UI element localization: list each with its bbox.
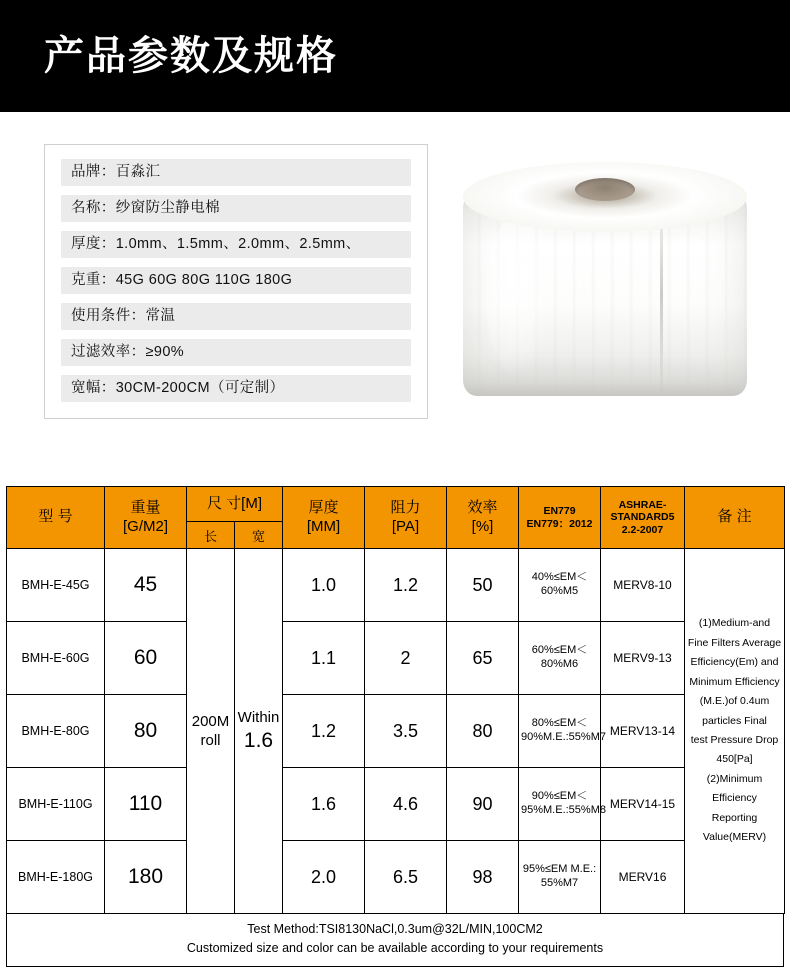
cell-thickness-110g: 1.6 [283,768,365,841]
remark-line-7: test Pressure Drop [690,734,779,746]
table-row [7,768,785,841]
remark-line-9: (2)Minimum [706,772,763,785]
table-header-row-1 [7,487,785,522]
spec-table-block [0,486,790,967]
cell-weight-45g: 45 [105,549,187,622]
spec-row-width [61,375,411,402]
page-header-banner [0,0,790,112]
header-size-width: 宽 [235,522,283,549]
remark-line-11: Reporting [711,811,758,824]
spec-summary-section [0,112,790,482]
header-resistance-line1: 阻力 [390,498,421,516]
cell-ashrae-80g: MERV13-14 [601,695,685,768]
header-en779 [519,487,601,549]
spec-label-weight: 克重： [71,272,116,288]
header-ashrae-line2: STANDARD5 [610,511,675,524]
remark-line-5: (M.E.)of 0.4um [699,695,770,708]
cell-en779-80g: 80%≤EM＜90%M.E.:55%M7 [519,695,601,768]
table-row [7,549,785,622]
spec-value-efficiency: ≥90% [145,344,185,360]
cell-thickness-80g: 1.2 [283,695,365,768]
cell-ashrae-60g: MERV9-13 [601,622,685,695]
header-efficiency-line2: [%] [471,517,494,535]
cell-thickness-60g: 1.1 [283,622,365,695]
header-thickness [283,487,365,549]
spec-row-weight [61,267,411,294]
page-title: 产品参数及规格 [44,34,338,78]
cell-size-length [187,549,235,914]
header-efficiency-line1: 效率 [467,498,498,516]
remark-line-8: 450[Pa] [716,753,753,766]
cell-model-45g: BMH-E-45G [7,549,105,622]
remark-line-1: (1)Medium-and [698,617,771,630]
header-weight-line2: [G/M2] [122,517,168,535]
cell-efficiency-45g: 50 [447,549,519,622]
cell-en779-45g: 40%≤EM＜60%M5 [519,549,601,622]
product-photo [455,154,755,434]
header-weight-line1: 重量 [130,498,161,516]
spec-row-condition [61,303,411,330]
remark-line-3: Efficiency(Em) and [690,656,779,669]
cell-ashrae-110g: MERV14-15 [601,768,685,841]
spec-label-brand: 品牌： [71,164,116,180]
header-thickness-line2: [MM] [306,517,341,535]
spec-row-thickness [61,231,411,258]
cell-weight-80g: 80 [105,695,187,768]
cell-resistance-180g: 6.5 [365,841,447,914]
cell-efficiency-80g: 80 [447,695,519,768]
table-row [7,622,785,695]
header-model: 型 号 [7,487,105,549]
spec-label-efficiency: 过滤效率： [71,344,146,360]
header-remark: 备 注 [685,487,785,549]
remark-line-4: Minimum Efficiency [689,675,780,688]
header-ashrae [601,487,685,549]
cell-weight-110g: 110 [105,768,187,841]
header-size: 尺 寸[M] [187,487,283,522]
cell-model-110g: BMH-E-110G [7,768,105,841]
footnote-test-method: Test Method:TSI8130NaCl,0.3um@32L/MIN,100CM2 [247,922,543,936]
header-efficiency [447,487,519,549]
header-resistance-line2: [PA] [391,517,420,535]
cell-model-80g: BMH-E-80G [7,695,105,768]
spec-label-width: 宽幅： [71,380,116,396]
cell-en779-110g: 90%≤EM＜95%M.E.:55%M8 [519,768,601,841]
spec-summary-box [44,144,428,419]
header-ashrae-line1: ASHRAE- [618,498,667,511]
cell-resistance-45g: 1.2 [365,549,447,622]
table-row [7,695,785,768]
footnote-customization: Customized size and color can be available according to your requirements [186,940,604,955]
header-ashrae-line3: 2.2-2007 [621,523,664,536]
cell-size-width-value: 1.6 [243,729,274,753]
header-weight [105,487,187,549]
roll-highlight [485,214,555,379]
cell-thickness-45g: 1.0 [283,549,365,622]
spec-row-brand [61,159,411,186]
table-footnote [6,914,784,967]
remark-line-2: Fine Filters Average [687,636,782,649]
remark-line-10: Efficiency [712,792,757,805]
cell-efficiency-180g: 98 [447,841,519,914]
remark-line-12: Value(MERV) [702,831,767,844]
spec-value-thickness: 1.0mm、1.5mm、2.0mm、2.5mm、 [115,236,361,252]
cell-weight-60g: 60 [105,622,187,695]
header-resistance [365,487,447,549]
spec-label-thickness: 厚度： [71,236,116,252]
header-thickness-line1: 厚度 [308,498,339,516]
remark-line-6: particles Final [702,714,767,727]
cell-resistance-110g: 4.6 [365,768,447,841]
cell-weight-180g: 180 [105,841,187,914]
spec-value-name: 纱窗防尘静电棉 [115,200,221,216]
cell-model-180g: BMH-E-180G [7,841,105,914]
header-en779-line2: EN779：2012 [526,517,593,530]
cell-size-length-value: 200M roll [191,712,230,749]
cell-en779-180g: 95%≤EM M.E.: 55%M7 [519,841,601,914]
cell-remark [685,549,785,914]
table-row [7,841,785,914]
spec-value-weight: 45G 60G 80G 110G 180G [115,272,293,288]
header-en779-line1: EN779 [543,504,576,517]
cell-efficiency-60g: 65 [447,622,519,695]
cell-efficiency-110g: 90 [447,768,519,841]
cell-ashrae-180g: MERV16 [601,841,685,914]
spec-label-condition: 使用条件： [71,308,146,324]
cell-model-60g: BMH-E-60G [7,622,105,695]
cell-en779-60g: 60%≤EM＜80%M6 [519,622,601,695]
spec-value-brand: 百淼汇 [115,164,161,180]
spec-row-name [61,195,411,222]
cell-resistance-80g: 3.5 [365,695,447,768]
spec-table [6,486,785,914]
spec-row-efficiency [61,339,411,366]
spec-label-name: 名称： [71,200,116,216]
cell-resistance-60g: 2 [365,622,447,695]
cell-thickness-180g: 2.0 [283,841,365,914]
spec-value-width: 30CM-200CM（可定制） [115,380,285,396]
cell-size-width-label: Within [237,708,280,726]
roll-core-hole [575,178,635,201]
header-size-length: 长 [187,522,235,549]
cell-size-width [235,549,283,914]
spec-value-condition: 常温 [145,308,176,324]
cell-ashrae-45g: MERV8-10 [601,549,685,622]
